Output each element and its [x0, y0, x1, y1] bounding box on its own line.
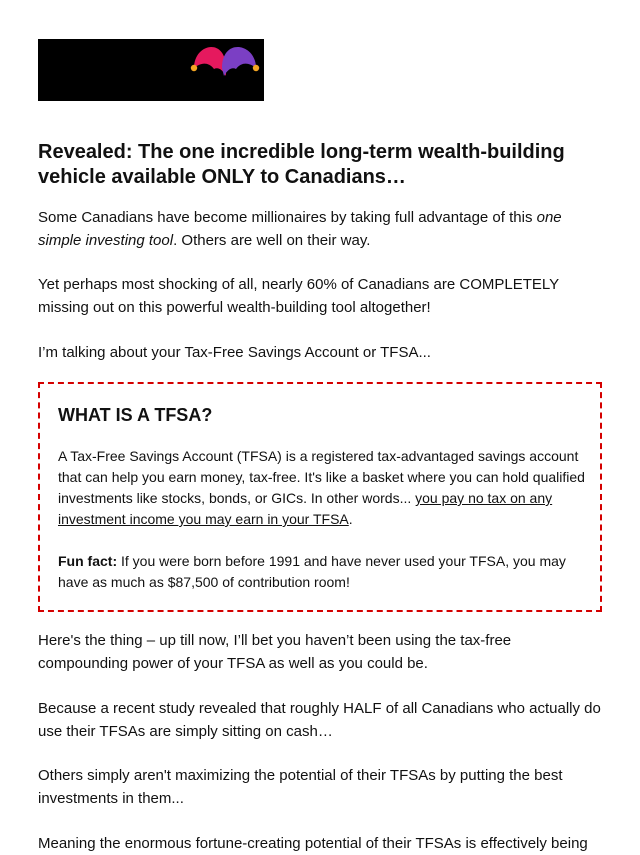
fun-fact: [58, 551, 586, 593]
intro-text-end: . Others are well on their way.: [173, 232, 371, 249]
paragraph-5: Because a recent study revealed that roughly HALF of all Canadians who actually do use their TFSAs are simply sitting on cash…: [38, 700, 601, 740]
intro-emphasis: one simple investing tool: [38, 209, 562, 249]
paragraph-6: Others simply aren't maximizing the potential of their TFSAs by putting the best investments in them...: [38, 767, 563, 807]
paragraph-4: Here's the thing – up till now, I’ll bet you haven’t been using the tax-free compounding power of your TFSA as well as you could be.: [38, 632, 512, 672]
fun-fact-text: If you were born before 1991 and have never used your TFSA, you may have as much as $87,500 of contribution room!: [58, 553, 566, 590]
tfsa-info-box: [38, 382, 602, 612]
info-box-title: WHAT IS A TFSA?: [58, 405, 213, 425]
intro-paragraph: [38, 206, 604, 252]
definition-underlined: you pay no tax on any investment income you may earn in your TFSA: [58, 490, 553, 527]
tfsa-definition: [58, 446, 586, 530]
paragraph-2: Yet perhaps most shocking of all, nearly 60% of Canadians are COMPLETELY missing out on this powerful wealth-building tool altogether!: [38, 276, 559, 316]
jester-hat-icon: [184, 39, 264, 101]
definition-text: A Tax-Free Savings Account (TFSA) is a registered tax-advantaged savings account that can help you earn money, tax-free. It's like a basket where you can hold qualified investments like stocks, bonds, or GICs. In other words...: [58, 448, 585, 506]
fun-fact-label: Fun fact:: [58, 553, 118, 569]
intro-text: Some Canadians have become millionaires by taking full advantage of this: [38, 209, 537, 226]
paragraph-7: Meaning the enormous fortune-creating potential of their TFSAs is effectively being: [38, 835, 588, 852]
headline: Revealed: The one incredible long-term wealth-building vehicle available ONLY to Canadians…: [38, 141, 565, 188]
paragraph-3: I’m talking about your Tax-Free Savings Account or TFSA...: [38, 344, 431, 361]
definition-end: .: [348, 511, 353, 527]
brand-logo[interactable]: [38, 39, 264, 101]
